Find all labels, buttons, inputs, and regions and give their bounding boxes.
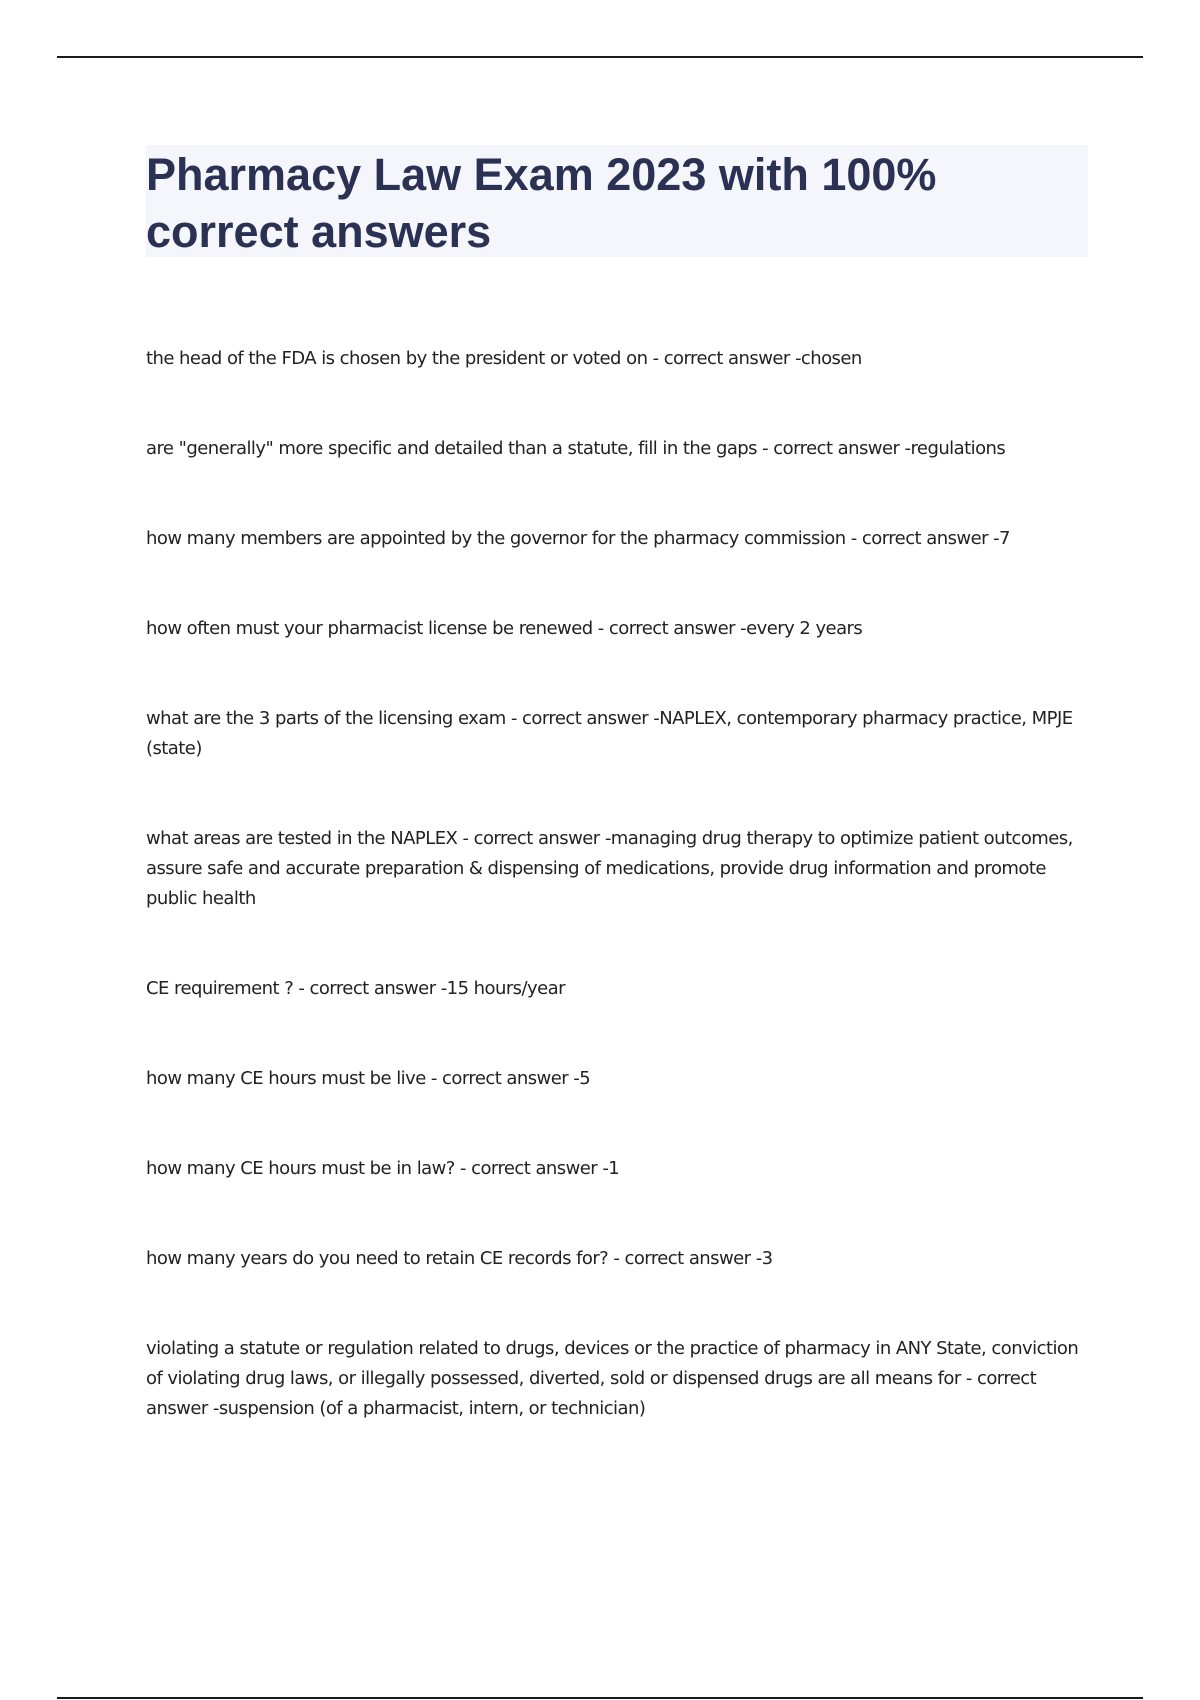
qa-item: CE requirement ? - correct answer -15 hours/year (146, 978, 565, 999)
qa-item: what are the 3 parts of the licensing exam - correct answer -NAPLEX, contemporary pharmacy practice, MPJE (state) (146, 708, 1073, 759)
qa-list (146, 344, 1086, 1484)
qa-item: how many members are appointed by the governor for the pharmacy commission - correct answer -7 (146, 528, 1010, 549)
qa-item: the head of the FDA is chosen by the president or voted on - correct answer -chosen (146, 348, 862, 369)
document-title: Pharmacy Law Exam 2023 with 100% correct answers (146, 149, 937, 257)
bottom-rule (57, 1697, 1143, 1699)
qa-item: how many CE hours must be in law? - correct answer -1 (146, 1158, 620, 1179)
qa-item: are "generally" more specific and detailed than a statute, fill in the gaps - correct answer -regulations (146, 438, 1006, 459)
qa-item: violating a statute or regulation related to drugs, devices or the practice of pharmacy in ANY State, conviction of violating drug laws, or illegally possessed, diverted, sold or dispensed drugs are all means for - correct answer -suspension (of a pharmacist, intern, or technician) (146, 1338, 1079, 1419)
top-rule (57, 56, 1143, 58)
qa-item: how many CE hours must be live - correct answer -5 (146, 1068, 591, 1089)
qa-item: how many years do you need to retain CE records for? - correct answer -3 (146, 1248, 773, 1269)
qa-item: what areas are tested in the NAPLEX - correct answer -managing drug therapy to optimize patient outcomes, assure safe and accurate preparation & dispensing of medications, provide drug information and promote public health (146, 828, 1073, 909)
qa-item: how often must your pharmacist license be renewed - correct answer -every 2 years (146, 618, 863, 639)
